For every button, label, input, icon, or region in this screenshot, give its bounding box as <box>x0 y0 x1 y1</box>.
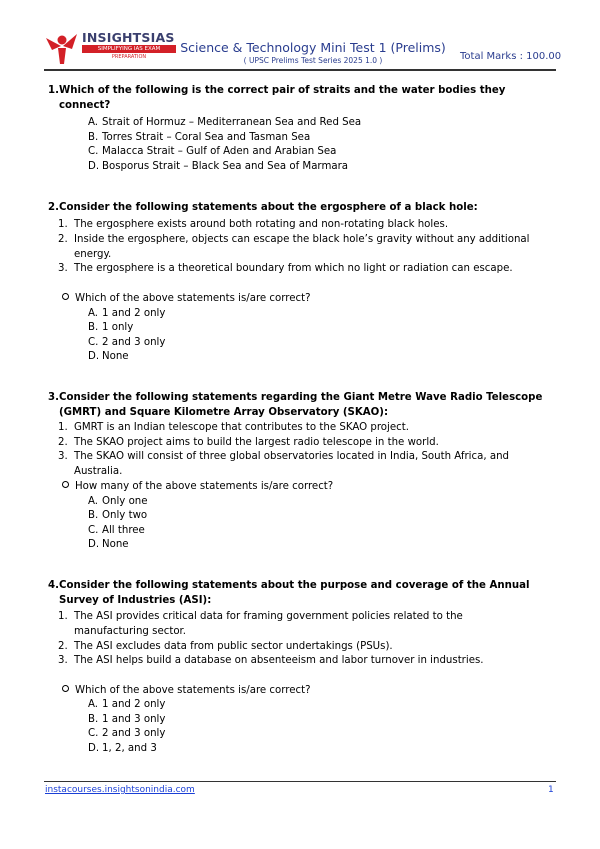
bullet-icon <box>62 481 69 488</box>
question-number: 3. <box>48 392 59 403</box>
question-text: Consider the following statements about the purpose and coverage of the Annual Survey of Industries (ASI): <box>59 580 530 606</box>
option-d[interactable]: D. 1, 2, and 3 <box>88 742 157 754</box>
statement-2: 2. The SKAO project aims to build the largest radio telescope in the world. <box>58 436 439 448</box>
question-4 <box>48 579 558 608</box>
option-a[interactable]: A. Only one <box>88 495 148 507</box>
question-text: Consider the following statements about the ergosphere of a black hole: <box>59 202 478 213</box>
logo-text: INSIGHTSIAS <box>82 30 175 45</box>
logo-tagline-2: PREPARATION <box>111 54 147 60</box>
question-prompt: How many of the above statements is/are correct? <box>62 480 333 495</box>
question-number: 2. <box>48 202 59 213</box>
header-divider <box>44 69 556 71</box>
option-b[interactable]: B. 1 only <box>88 322 134 334</box>
statement-2: 2. The ASI excludes data from public sector undertakings (PSUs). <box>58 640 393 652</box>
logo-tagline: SIMPLIFYING IAS EXAM <box>82 45 176 53</box>
option-d[interactable]: D. None <box>88 351 129 363</box>
question-3 <box>48 391 558 420</box>
question-text: Consider the following statements regarding the Giant Metre Wave Radio Telescope (GMRT) and Square Kilometre Array Observatory (SKAO): <box>59 392 543 418</box>
question-number: 1. <box>48 85 59 96</box>
option-c[interactable]: C. All three <box>88 524 145 536</box>
option-a[interactable]: A. Strait of Hormuz – Mediterranean Sea and Red Sea <box>88 117 362 128</box>
total-marks: Total Marks : 100.00 <box>460 51 562 62</box>
option-a[interactable]: A. 1 and 2 only <box>88 307 166 319</box>
statement-1: 1. The ergosphere exists around both rotating and non-rotating black holes. <box>58 219 449 230</box>
page-number: 1 <box>548 785 554 795</box>
question-2 <box>48 201 558 216</box>
question-prompt: Which of the above statements is/are correct? <box>62 684 311 699</box>
statement-1: 1. GMRT is an Indian telescope that contributes to the SKAO project. <box>58 422 409 433</box>
question-prompt: Which of the above statements is/are correct? <box>62 292 311 307</box>
statement-1: 1. The ASI provides critical data for framing government policies related to the manufacturing sector. <box>58 611 463 637</box>
option-c[interactable]: C. 2 and 3 only <box>88 336 166 348</box>
bullet-icon <box>62 685 69 692</box>
option-b[interactable]: B. Torres Strait – Coral Sea and Tasman Sea <box>88 131 311 143</box>
statement-3: 3. The ASI helps build a database on absenteeism and labor turnover in industries. <box>58 655 484 666</box>
test-subtitle: ( UPSC Prelims Test Series 2025 1.0 ) <box>243 56 383 65</box>
statement-3: 3. The ergosphere is a theoretical boundary from which no light or radiation can escape. <box>58 263 513 274</box>
option-c[interactable]: C. Malacca Strait – Gulf of Aden and Arabian Sea <box>88 146 337 158</box>
question-1 <box>48 84 558 113</box>
logo-figure-icon <box>44 28 82 66</box>
test-title: Science & Technology Mini Test 1 (Prelims) <box>180 40 446 55</box>
footer-website-link[interactable]: instacourses.insightsonindia.com <box>45 785 195 795</box>
question-number: 4. <box>48 580 59 591</box>
question-text: Which of the following is the correct pair of straits and the water bodies they connect? <box>59 85 506 111</box>
option-c[interactable]: C. 2 and 3 only <box>88 728 166 740</box>
option-a[interactable]: A. 1 and 2 only <box>88 699 166 710</box>
option-d[interactable]: D. Bosporus Strait – Black Sea and Sea of Marmara <box>88 160 349 172</box>
statement-3: 3. The SKAO will consist of three global observatories located in India, South Africa, and Australia. <box>58 451 510 477</box>
statement-2: 2. Inside the ergosphere, objects can escape the black hole’s gravity without any additional energy. <box>58 234 530 260</box>
option-d[interactable]: D. None <box>88 539 129 551</box>
option-b[interactable]: B. Only two <box>88 510 148 522</box>
bullet-icon <box>62 293 69 300</box>
footer-divider <box>44 781 556 782</box>
option-b[interactable]: B. 1 and 3 only <box>88 713 166 725</box>
